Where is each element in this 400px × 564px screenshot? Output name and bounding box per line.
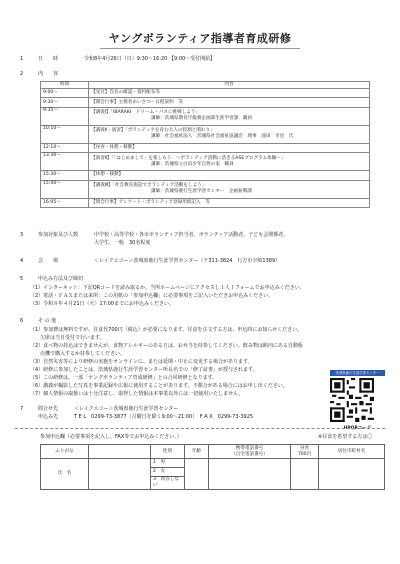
schedule-content: 【受付】氏名の確認・資料配布等: [89, 89, 370, 98]
schedule-content-cell: [89, 125, 370, 143]
schedule-content: 【開会行事】主催者あいさつ・日程説明 等: [89, 98, 370, 107]
schedule-row: [41, 125, 370, 143]
schedule-table: [40, 81, 370, 208]
lunch-price: 700円: [297, 451, 312, 457]
note-line: （5）この研修は、一部「ヤングボランティア育成研修」との合同研修となります。: [30, 375, 218, 381]
note-line: （1）参加費は無料ですが、昼食代700円（税込）が必要になります。昼食を注文する方は、申込時にお知らせください。: [30, 327, 303, 333]
city-label: 居住市町村名: [319, 445, 385, 459]
note-line: （1）インターネット：下記QRコードを読み取るか、当所ホームページにアクセスし１人１フォームでお申込みください。: [30, 285, 305, 291]
page-title: ヤングボランティア指導者育成研修: [108, 32, 292, 45]
section-value: ＜レイクエコー＞茨城県鹿行生涯学習センター: [74, 406, 179, 412]
schedule-row: [41, 198, 370, 207]
schedule-row: [41, 171, 370, 180]
phone-label-cell: [209, 445, 291, 459]
note-line: 売機で購入するか持参してください。: [30, 351, 126, 357]
phone-sub-label: （自宅電話番号）: [231, 451, 268, 457]
age-input[interactable]: [185, 459, 209, 490]
name-input[interactable]: [89, 459, 151, 490]
application-note: ※昼食を希望する方は〇: [318, 434, 373, 440]
gender-option-male[interactable]: 1 男: [151, 459, 185, 468]
schedule-content-cell: [89, 180, 370, 198]
section-label: 内 容: [38, 71, 59, 77]
section-label: そ の 他: [38, 318, 57, 324]
note-line: （2）食べ物の持込はできませんが、食物アレルギーのある方は、お弁当を持参してください。飲み物は館内にある自動販: [30, 343, 303, 349]
schedule-content: 【演習Ⅱ】「「はじめまして」を楽しもう 〜ボランティア活動に活きるASEプログラム体験〜」: [91, 155, 286, 161]
section-contact-cont: [38, 414, 253, 421]
section-value: 令和8年4月26日（日）9:30〜16:20 【9:00〜受付開始】: [84, 56, 216, 62]
schedule-time: 13:30〜: [41, 153, 89, 171]
section-number: 6: [20, 318, 24, 324]
section-contact: [20, 406, 178, 413]
section-other: [20, 318, 56, 325]
section-label: 参加対象及び人数: [38, 232, 79, 238]
name-label: 氏 名: [41, 459, 89, 490]
section-label: 日 時: [38, 56, 59, 62]
schedule-time: 9:00〜: [41, 89, 89, 98]
note-line: （2）電話・ＦＡＸまたは来所：この用紙の「参加申込欄」に必要事項をご記入いただきお申込みください。: [30, 293, 274, 299]
schedule-time: 15:40〜: [41, 180, 89, 198]
schedule-header-content: 内容: [89, 82, 370, 89]
qr-code-icon[interactable]: [330, 378, 374, 422]
schedule-content: 【講義Ⅱ・演習】「ボランティアを育む大人の役割と関わり」: [91, 128, 215, 134]
section-participants: [20, 232, 288, 239]
section-label: 問合せ先: [38, 406, 59, 412]
furigana-input[interactable]: [89, 445, 151, 459]
schedule-lecturer: 講師：茨城県教育庁総務企画部生涯学習課 職員: [151, 116, 253, 122]
schedule-row: [41, 143, 370, 152]
note-line: （3）自然災害等により研修の実施をオンラインに、または延期・中止に変更する場合があります。: [30, 359, 253, 365]
schedule-content: 【休憩・移動】: [89, 171, 370, 180]
application-form: [40, 444, 385, 490]
application-heading: 参加申込欄（必要事項を記入し、FAX等でお申込みください。）: [40, 434, 182, 440]
schedule-time: 9:30〜: [41, 98, 89, 107]
schedule-lecturer: 講師：茨城県立白浜少年自然の家 職員: [151, 161, 234, 167]
schedule-row: [41, 153, 370, 171]
section-number: 7: [20, 406, 24, 412]
qr-banner: 茨城県鹿行生涯学習センター: [330, 370, 385, 376]
schedule-row: [41, 89, 370, 98]
phone-input[interactable]: [209, 459, 291, 490]
schedule-content-cell: [89, 107, 370, 125]
note-line: （3）令和８年４月21日（火）17:00までにお申込みください。: [30, 301, 174, 307]
lunch-label: 昼食: [299, 445, 310, 451]
section-number: 5: [20, 276, 24, 282]
phone-label: 携帯電話番号: [235, 445, 264, 451]
section-value: 中学校・高等学校・各市ボランティア担当者、ボランティア活動者、子ども会関係者、: [94, 232, 289, 238]
section-number: 2: [20, 71, 24, 77]
gender-label: 性別: [151, 445, 185, 459]
schedule-time: 15:30〜: [41, 171, 89, 180]
qr-code-block: [330, 370, 385, 431]
schedule-row: [41, 180, 370, 198]
qr-label: HPQRコード: [343, 425, 372, 431]
lunch-label-cell: [291, 445, 319, 459]
schedule-time: 12:10〜: [41, 143, 89, 152]
section-venue: [20, 258, 280, 265]
section-participants-cont: 大学生、一般 30名程度: [94, 240, 151, 246]
title-underline: [100, 48, 300, 49]
schedule-row: [41, 98, 370, 107]
section-number: 4: [20, 258, 24, 264]
note-line: 欠席は当日受付で行います。: [30, 335, 105, 341]
lunch-input[interactable]: [291, 459, 319, 490]
schedule-time: 10:10〜: [41, 125, 89, 143]
section-label: 申込み先: [38, 414, 59, 420]
schedule-content: 【講義Ⅲ】「社会教育施設でボランティア活動をしよう」: [91, 183, 207, 189]
schedule-lecturer: 講師：社会福祉法人 茨城県社会福祉協議会 理事 池田 幸也 氏: [151, 134, 294, 140]
schedule-header-time: 時間: [41, 82, 89, 89]
schedule-content: 【閉会行事】アンケート・ボランティア登録用紙記入 等: [89, 198, 370, 207]
section-number: 3: [20, 232, 24, 238]
section-content: [20, 71, 84, 78]
cut-line: [15, 428, 385, 429]
gender-option-female[interactable]: 2 女: [151, 468, 185, 477]
gender-option-no-answer[interactable]: 3 回答しない: [151, 477, 185, 490]
city-input[interactable]: [319, 459, 385, 490]
section-label: 申込み方法及び締切: [38, 276, 84, 282]
schedule-lecturer: 講師：茨城県鹿行生涯学習センター 企画振興課: [151, 189, 252, 195]
note-line: （7）個人情報の取扱いは十分注意し、取得した情報は本事業以外には一切使用いたしません。: [30, 391, 244, 397]
schedule-content-cell: [89, 153, 370, 171]
note-line: （6）講義が撮影した写真を事業記録や広報に使用することがあります。不都合がある場合にはお申し出ください。: [30, 383, 288, 389]
section-number: 1: [20, 56, 24, 62]
age-label: 年齢: [185, 445, 209, 459]
furigana-label: ふりがな: [41, 445, 89, 459]
schedule-content: 【昼食・休憩・移動】: [89, 143, 370, 152]
schedule-time: 16:05〜: [41, 198, 89, 207]
note-line: （4）研修に参加したことは、茨城県鹿行生涯学習センター所長名での「修了証書」が授与されます。: [30, 367, 258, 373]
section-label: 会 場: [38, 258, 59, 264]
section-datetime: [20, 56, 215, 63]
schedule-content: 【講義Ⅰ】「IBARAKI ドリーム・パスに挑戦しよう」: [91, 110, 201, 116]
section-application: [20, 276, 83, 283]
schedule-time: 9:35〜: [41, 107, 89, 125]
schedule-row: [41, 107, 370, 125]
section-value: T E L 0299-73-3877（月曜日を除く9:00〜21:00） F A X 0299-73-3925: [74, 414, 254, 420]
section-value: ＜レイクエコー＞茨城県鹿行生涯学習センター（〒311-3824 行方市宇崎1389）: [94, 258, 281, 264]
